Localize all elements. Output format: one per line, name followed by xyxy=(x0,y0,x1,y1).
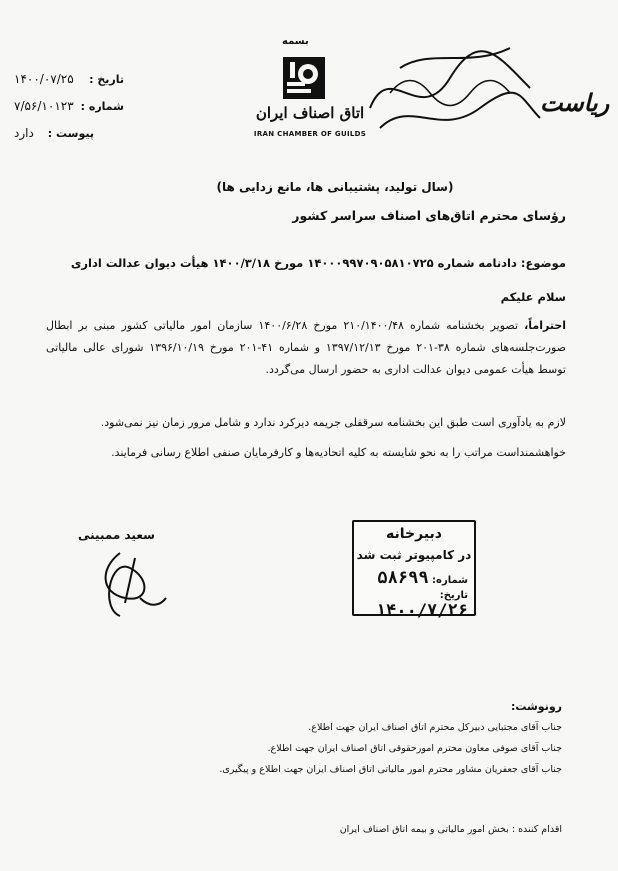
attachment-label: پیوست : xyxy=(47,127,94,140)
action-by: اقدام کننده : بخش امور مالیاتی و بیمه اتاق اصناف ایران xyxy=(339,824,562,835)
attachment-value: دارد xyxy=(14,126,34,140)
recipient: رؤسای محترم اتاق‌های اصناف سراسر کشور xyxy=(292,208,566,223)
date-label: تاریخ : xyxy=(89,73,124,86)
handwritten-annotation-icon xyxy=(360,38,550,148)
stamp-subtitle: در کامپیوتر ثبت شد xyxy=(356,548,472,562)
cc-line-2: جناب آقای صوفی معاون محترم امورحقوقی اتاق اصناف ایران جهت اطلاع. xyxy=(267,743,562,754)
stamp-number-value: ۵۸۶۹۹ xyxy=(377,568,429,588)
cc-line-3: جناب آقای جعفریان مشاور محترم امور مالیاتی اتاق اصناف ایران جهت اطلاع و پیگیری. xyxy=(219,764,562,775)
date-field xyxy=(14,72,124,86)
stamp-number-label: شماره: xyxy=(432,575,468,586)
number-value: ۷/۵۶/۱۰۱۲۳ xyxy=(14,99,74,113)
attachment-field xyxy=(14,126,94,140)
greeting: سلام علیکم xyxy=(500,290,566,304)
stamp-date-label: تاریخ: xyxy=(439,590,468,601)
handwritten-note: ریاست xyxy=(540,88,610,117)
paragraph-2: لازم به یادآوری است طبق این بخشنامه سرقفلی جریمه دیرکرد ندارد و شامل مرور زمان نیز نمی‌شود. xyxy=(100,416,566,429)
motto: (سال تولید، پشتیبانی ها، مانع زدایی ها) xyxy=(216,180,454,194)
stamp-date-row xyxy=(354,590,468,621)
header-top-mark: بسمه xyxy=(282,36,309,47)
stamp-title: دبیرخانه xyxy=(386,526,442,542)
signer-name: سعید ممبینی xyxy=(78,528,155,542)
paragraph-3: خواهشمنداست مراتب را به نحو شایسته به کلیه اتحادیه‌ها و کارفرمایان صنفی اطلاع رسانی فرمایند. xyxy=(111,446,566,459)
cc-line-1: جناب آقای مجتبایی دبیرکل محترم اتاق اصناف ایران جهت اطلاع. xyxy=(308,722,562,733)
number-field xyxy=(14,99,124,113)
paragraph-1 xyxy=(46,315,566,381)
paragraph-1-text: تصویر بخشنامه شماره ۲۱۰/۱۴۰۰/۴۸ مورخ ۱۴۰۰/۶/۲۸ سازمان امور مالیاتی کشور مبنی بر ابطال صورت‌جلسه‌های شماره ۳۸-۲۰۱ مورخ ۱۳۹۷/۱۲/۱۳ و شماره ۴۱-۲۰۱ مورخ ۱۳۹۶/۱۰/۱۹ شورای عالی مالیاتی توسط هیأت عمومی دیوان عدالت اداری به حضور ارسال می‌گردد. xyxy=(46,319,566,376)
stamp-number-row xyxy=(377,568,468,588)
chamber-logo-icon xyxy=(282,56,326,100)
org-name-en: IRAN CHAMBER OF GUILDS xyxy=(253,130,367,138)
cc-title: رونوشت: xyxy=(510,700,562,713)
date-value: ۱۴۰۰/۰۷/۲۵ xyxy=(14,72,74,86)
org-name-fa: اتاق اصناف ایران xyxy=(255,104,365,122)
number-label: شماره : xyxy=(80,100,124,113)
subject: موضوع: دادنامه شماره ۱۴۰۰۰۹۹۷۰۹۰۵۸۱۰۷۲۵ مورخ ۱۴۰۰/۳/۱۸ هیأت دیوان عدالت اداری xyxy=(70,256,566,270)
stamp-date-value: ۱۴۰۰/۷/۲۶ xyxy=(375,601,468,621)
secretariat-stamp xyxy=(352,520,476,621)
signature-scribble xyxy=(80,548,170,620)
paragraph-1-lead: احتراماً، xyxy=(524,319,567,332)
